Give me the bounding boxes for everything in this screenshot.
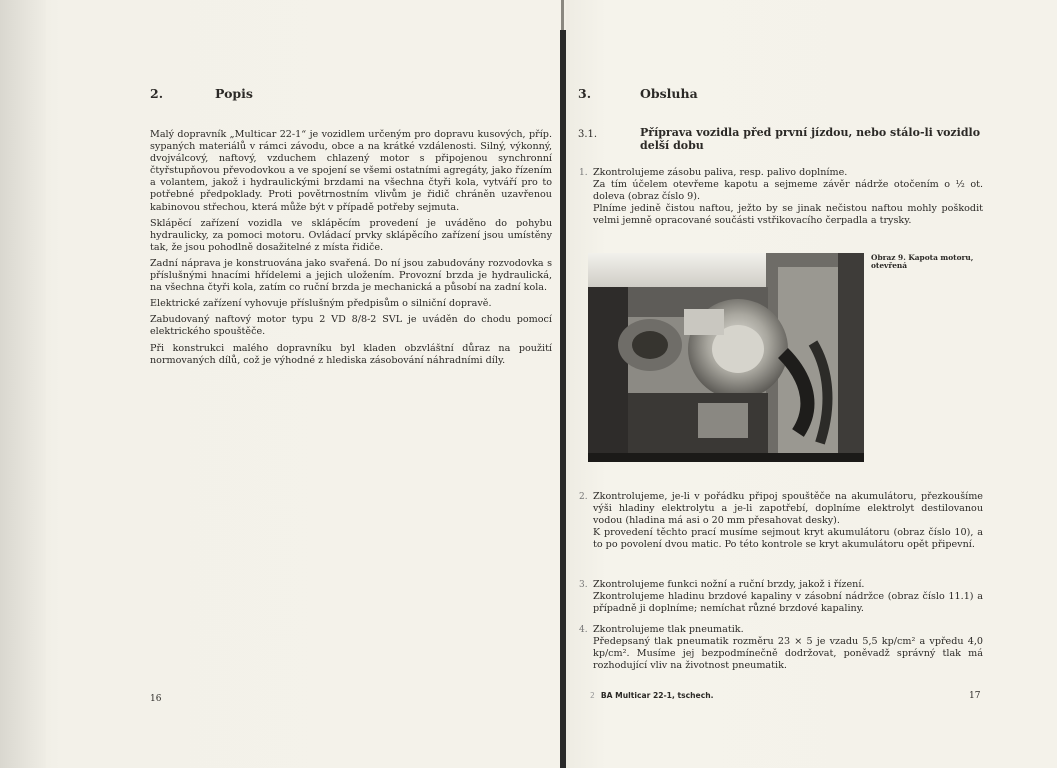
item-number: 4. (579, 625, 588, 635)
paragraph: Elektrické zařízení vyhovuje příslušným předpisům o silniční dopravě. (150, 298, 492, 310)
list-item (579, 491, 983, 551)
footer-text: BA Multicar 22-1, tschech. (600, 691, 714, 700)
figure-caption: Obraz 9. Kapota motoru, otevřená (871, 253, 974, 271)
page-edge-shadow (0, 0, 46, 768)
section-number: 3.1. (578, 129, 598, 140)
engine-photo (588, 253, 864, 462)
right-chapter-number: 3. (578, 86, 592, 101)
item-paragraph: Plníme jedině čistou naftou, ježto by se jinak nečistou naftou mohly poškodit velmi jemně opracované součásti vstřikovacího čerpadla a trysky. (593, 203, 983, 227)
item-paragraph: Zkontrolujeme tlak pneumatik. (593, 624, 744, 635)
paragraph: Zabudovaný naftový motor typu 2 VD 8/8-2 SVL je uváděn do chodu pomocí elektrického spouštěče. (150, 314, 552, 338)
left-page-number: 16 (150, 694, 162, 704)
item-number: 2. (579, 492, 588, 502)
list-item (579, 624, 983, 672)
item-paragraph: Zkontrolujeme funkci nožní a ruční brzdy, jakož i řízení. (593, 579, 865, 590)
left-chapter-number: 2. (150, 86, 164, 101)
binding-top (561, 0, 564, 30)
item-paragraph: Za tím účelem otevřeme kapotu a sejmeme závěr nádrže otočením o ½ ot. doleva (obraz číslo 9). (593, 179, 983, 203)
paragraph: Malý dopravník „Multicar 22-1“ je vozidlem určeným pro dopravu kusových, příp. sypaných materiálů v rámci závodu, obce a na krátké vzdálenosti. Silný, výkonný, dvojválcový, naftový, vzduchem chlazený motor s připojenou synchronní čtyřstupňovou převodovkou a ve spojení se všemi ostatními agregáty, jako řízením a volantem, jakož i hydraulickými brzdami na všechna čtyři kola, vytváří pro to potřebné předpoklady. Proti povětrnostním vlivům je řidič chráněn uzavřenou kabinovou střechou, která může být v případě potřeby sejmuta. (150, 129, 552, 213)
item-paragraph: Zkontrolujeme hladinu brzdové kapaliny v zásobní nádržce (obraz číslo 11.1) a případně ji doplníme; nemíchat různé brzdové kapaliny. (593, 591, 983, 615)
paragraph: Zadní náprava je konstruována jako svařená. Do ní jsou zabudovány rozvodovka s příslušnými hnacími hřídelemi a jejich uložením. Provozní brzda je hydraulická, na všechna čtyři kola, zatím co ruční brzda je mechanická a působí na zadní kola. (150, 257, 552, 294)
left-chapter-title: Popis (215, 86, 253, 101)
item-paragraph: Předepsaný tlak pneumatik rozměru 23 × 5 je vzadu 5,5 kp/cm² a vpředu 4,0 kp/cm². Musíme jej bezpodmínečně dodržovat, poněvadž správný tlak má rozhodující vliv na životnost pneumatik. (593, 636, 983, 672)
left-body-text (150, 129, 552, 371)
right-chapter-title: Obsluha (640, 86, 698, 101)
item-number: 1. (579, 168, 588, 178)
footer-mark: 2 (590, 691, 595, 700)
paragraph: Sklápěcí zařízení vozidla ve sklápěcím provedení je uváděno do pohybu hydraulicky, za pomoci motoru. Ovládací prvky sklápěcího zařízení jsou umístěny tak, že jsou pohodlně dosažitelné z místa řidiče. (150, 217, 552, 253)
section-title: Příprava vozidla před první jízdou, nebo stálo-li vozidlo delší dobu (640, 126, 981, 152)
item-paragraph: K provedení těchto prací musíme sejmout kryt akumulátoru (obraz číslo 10), a to po povolení dvou matic. Po této kontrole se kryt akumulátoru opět připevní. (593, 527, 983, 551)
item-paragraph: Zkontrolujeme zásobu paliva, resp. palivo doplníme. (593, 167, 848, 178)
item-paragraph: Zkontrolujeme, je-li v pořádku připoj spouštěče na akumulátoru, přezkoušíme výši hladiny elektrolytu a je-li zapotřebí, doplníme elektrolyt destilovanou vodou (hladina má asi o 20 mm přesahovat desky). (593, 491, 983, 527)
right-page-number: 17 (969, 691, 981, 701)
item-number: 3. (579, 580, 588, 590)
list-item (579, 167, 983, 227)
list-item (579, 579, 983, 615)
print-footer (590, 691, 714, 700)
paragraph: Při konstrukci malého dopravníku byl kladen obzvláštní důraz na použití normovaných dílů, což je výhodné z hlediska zásobování náhradními díly. (150, 342, 552, 366)
book-spine (560, 30, 566, 768)
